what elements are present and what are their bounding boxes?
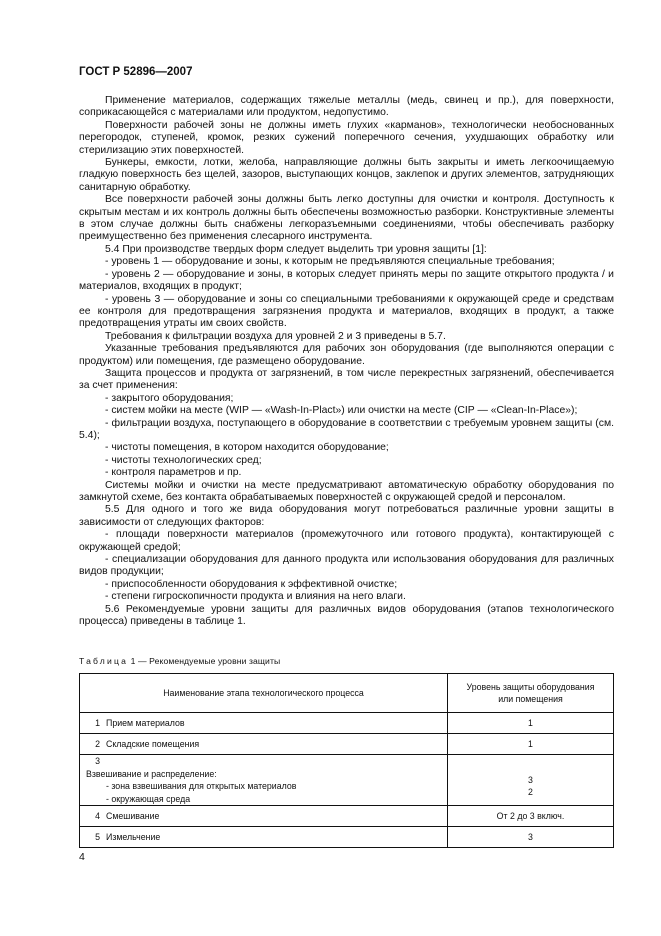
list-item: - чистоты технологических сред; [105, 454, 262, 466]
table-row: 5 Измельчение 3 [80, 827, 614, 848]
document-header: ГОСТ Р 52896—2007 [79, 66, 193, 78]
list-item: - чистоты помещения, в котором находится оборудование; [105, 442, 389, 454]
paragraph: Защита процессов и продукта от загрязнений, в том числе перекрестных загрязнений, обеспечивается за счет применения: [79, 367, 614, 392]
body-text [79, 95, 614, 628]
table-row: 4 Смешивание От 2 до 3 включ. [80, 806, 614, 827]
list-item: - площади поверхности материалов (промежуточного или готового продукта), контактирующей с окружающей средой; [79, 529, 614, 553]
table-row: 3 Взвешивание и распределение: - зона взвешивания для открытых материалов - окружающая среда 3 2 [80, 755, 614, 806]
list-item: - контроля параметров и пр. [105, 467, 242, 479]
table-row: 1 Прием материалов 1 [80, 713, 614, 734]
protection-levels-table [79, 673, 614, 848]
list-item: - специализации оборудования для данного продукта или использования оборудования для различных видов продукции; [79, 554, 614, 578]
list-item: - приспособленности оборудования к эффективной очистке; [105, 578, 398, 590]
paragraph: Поверхности рабочей зоны не должны иметь глухих «карманов», технологически необоснованных перегородок, ступеней, кромок, резких сужений поперечного сечения, ухудшающих обработку или стерилизацию этих поверхностей. [79, 119, 614, 156]
list-item: - уровень 1 — оборудование и зоны, к которым не предъявляются специальные требования; [105, 256, 555, 268]
paragraph: Требования к фильтрации воздуха для уровней 2 и 3 приведены в 5.7. [105, 330, 446, 342]
table-caption-label: Таблица [79, 656, 129, 666]
paragraph: Системы мойки и очистки на месте предусматривают автоматическую обработку оборудования по замкнутой схеме, без контакта обрабатываемых поверхностей с окружающей средой и персоналом. [79, 479, 614, 503]
list-item: - закрытого оборудования; [105, 392, 234, 404]
header-level: Уровень защиты оборудования или помещения [448, 674, 614, 713]
paragraph: Все поверхности рабочей зоны должны быть легко доступны для очистки и контроля. Доступность к скрытым местам и их контроль должны быть обеспечены возможностью разборки. Конструктивные элементы в этом случае должны быть снабжены легкоразъемными соединениями, чтобы обеспечивать разборку преимущественно без применения слесарного инструмента. [79, 194, 614, 243]
table-caption [79, 656, 280, 666]
header-stage: Наименование этапа технологического процесса [80, 674, 448, 713]
list-item: - степени гигроскопичности продукта и влияния на него влаги. [105, 591, 406, 603]
list-item: - систем мойки на месте (WIP — «Wash-In-Plact») или очистки на месте (CIP — «Clean-In-Place»); [105, 405, 578, 417]
list-item: - фильтрации воздуха, поступающего в оборудование в соответствии с требуемым уровнем защиты (см. 5.4); [79, 417, 614, 441]
page-number: 4 [79, 851, 85, 863]
table-row: 2 Складские помещения 1 [80, 734, 614, 755]
paragraph: Применение материалов, содержащих тяжелые металлы (медь, свинец и пр.), для поверхности, соприкасающейся с материалами или продуктом, недопустимо. [79, 95, 614, 119]
table-caption-text: 1 — Рекомендуемые уровни защиты [130, 656, 281, 666]
section-5-6: 5.6 Рекомендуемые уровни защиты для различных видов оборудования (этапов технологического процесса) приведены в таблице 1. [79, 603, 614, 628]
paragraph: Бункеры, емкости, лотки, желоба, направляющие должны быть закрыты и иметь легкоочищаемую гладкую поверхность без щелей, зазоров, выступающих концов, заклепок и других элементов, затрудняющих санитарную обработку. [79, 157, 614, 193]
table-header-row [80, 674, 614, 713]
section-5-4: 5.4 При производстве твердых форм следует выделить три уровня защиты [1]: [105, 243, 487, 255]
section-5-5: 5.5 Для одного и того же вида оборудования могут потребоваться различные уровни защиты в зависимости от следующих факторов: [79, 504, 614, 528]
list-item: - уровень 2 — оборудование и зоны, в которых следует принять меры по защите открытого продукта / и материалов, входящих в продукт; [79, 268, 614, 293]
paragraph: Указанные требования предъявляются для рабочих зон оборудования (где выполняются операции с продуктом) или помещения, где размещено оборудование. [79, 343, 614, 367]
list-item: - уровень 3 — оборудование и зоны со специальными требованиями к окружающей среде и средствам ее контроля для предотвращения загрязнения продукта и материалов, входящих в продукт, а также предотвращения утраты им своих свойств. [79, 293, 614, 330]
